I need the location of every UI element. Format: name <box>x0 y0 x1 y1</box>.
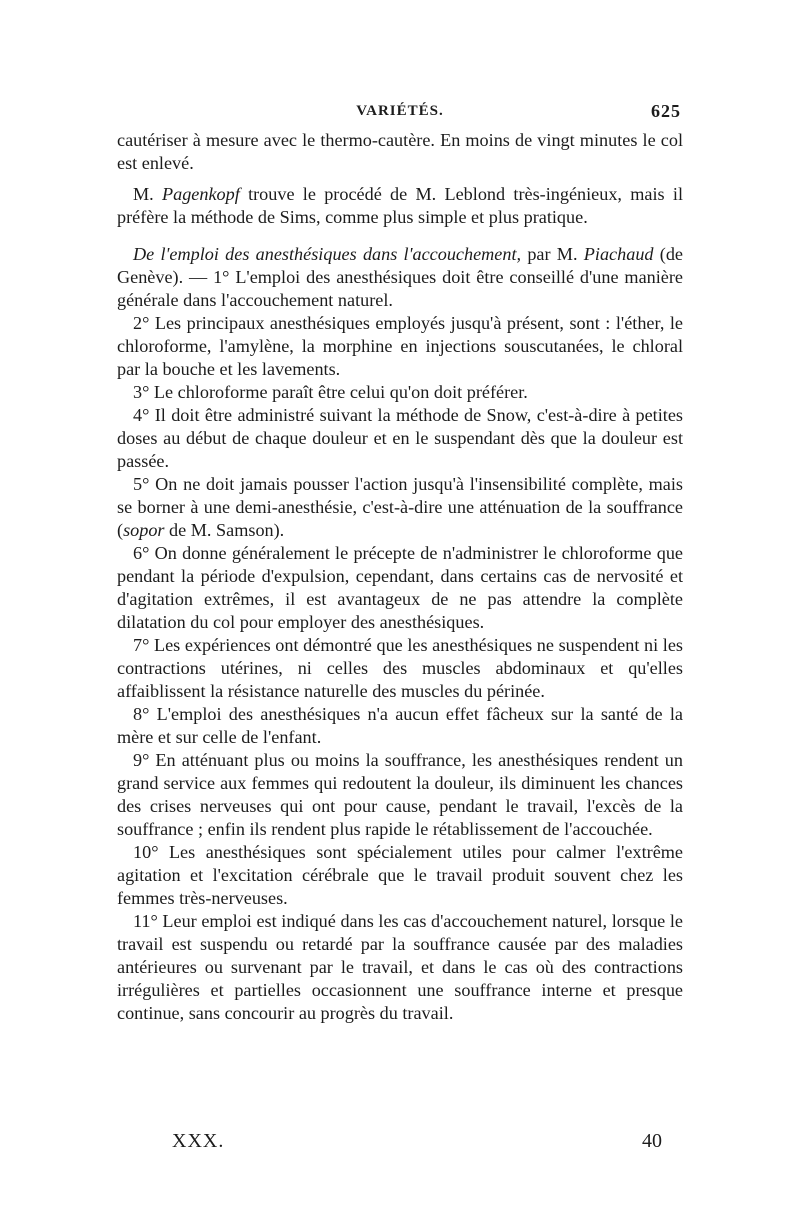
text-segment: 4° Il doit être administré suivant la méthode de Snow, c'est-à-dire à petites doses au début de chaque douleur et en le suspendant dès que la douleur est passée. <box>117 405 683 471</box>
paragraph-article-heading <box>117 243 683 312</box>
paragraph-item-4 <box>117 404 683 473</box>
text-segment: 7° Les expériences ont démontré que les anesthésiques ne suspendent ni les contractions utérines, ni celles des muscles abdominaux et qu'elles affaiblissent la résistance naturelle des muscles du périnée. <box>117 635 683 701</box>
text-segment: 2° Les principaux anesthésiques employés jusqu'à présent, sont : l'éther, le chloroforme, l'amylène, la morphine en injections souscutanées, le chloral par la bouche et les lavements. <box>117 313 683 379</box>
paragraph-item-10 <box>117 841 683 910</box>
signature-mark: XXX. <box>172 1130 225 1152</box>
text-segment: de M. Samson). <box>164 520 285 540</box>
running-title: VARIÉTÉS. <box>356 103 444 119</box>
paragraph-item-5 <box>117 473 683 542</box>
text-segment: 3° Le chloroforme paraît être celui qu'on doit préférer. <box>133 382 528 402</box>
running-head <box>117 99 683 129</box>
text-segment: par M. <box>521 244 584 264</box>
paragraph-item-11 <box>117 910 683 1025</box>
italic-text-segment: sopor <box>123 520 165 540</box>
paragraph-item-2 <box>117 312 683 381</box>
paragraph-item-3 <box>117 381 683 404</box>
text-segment: 11° Leur emploi est indiqué dans les cas d'accouchement naturel, lorsque le travail est suspendu ou retardé par la souffrance causée par des maladies antérieures ou survenant par le travail, et dans le cas où des contractions irrégulières et partielles occasionnent une souffrance interne et presque continue, sans concourir au progrès du travail. <box>117 911 683 1023</box>
text-segment: 10° Les anesthésiques sont spécialement utiles pour calmer l'extrême agitation et l'excitation cérébrale que le travail produit souvent chez les femmes très-nerveuses. <box>117 842 683 908</box>
text-segment: 9° En atténuant plus ou moins la souffrance, les anesthésiques rendent un grand service aux femmes qui redoutent la douleur, ils diminuent les chances des crises nerveuses qui ont pour cause, pendant le travail, l'excès de la souffrance ; enfin ils rendent plus rapide le rétablissement de l'accouchée. <box>117 750 683 839</box>
paragraph-pagenkopf <box>117 183 683 229</box>
italic-text-segment: Piachaud <box>583 244 654 264</box>
paragraph-item-7 <box>117 634 683 703</box>
italic-text-segment: Pagenkopf <box>162 184 240 204</box>
italic-text-segment: De l'emploi des anesthésiques dans l'accouchement, <box>133 244 522 264</box>
paragraph-continuation <box>117 129 683 175</box>
document-page <box>117 99 683 1025</box>
text-segment: 5° On ne doit jamais pousser l'action jusqu'à l'insensibilité complète, mais se borner à une demi-anesthésie, c'est-à-dire une atténuation de la souffrance ( <box>117 474 683 540</box>
text-segment: (de Genève). — 1° L'emploi des anesthésiques doit être conseillé d'une manière générale dans l'accouchement naturel. <box>117 244 683 310</box>
page-number: 625 <box>651 101 681 121</box>
paragraph-item-6 <box>117 542 683 634</box>
sheet-number: 40 <box>642 1130 662 1152</box>
page-footer <box>172 1130 662 1158</box>
text-segment: 6° On donne généralement le précepte de n'administrer le chloroforme que pendant la période d'expulsion, cependant, dans certains cas de nervosité et d'agitation extrêmes, il est avantageux de ne pas attendre la complète dilatation du col pour employer des anesthésiques. <box>117 543 683 632</box>
text-segment: cautériser à mesure avec le thermo-cautère. En moins de vingt minutes le col est enlevé. <box>117 130 683 173</box>
body-text <box>117 129 683 1025</box>
paragraph-item-9 <box>117 749 683 841</box>
text-segment: 8° L'emploi des anesthésiques n'a aucun effet fâcheux sur la santé de la mère et sur celle de l'enfant. <box>117 704 683 747</box>
text-segment: M. <box>133 184 162 204</box>
paragraph-item-8 <box>117 703 683 749</box>
text-segment: trouve le procédé de M. Leblond très-ingénieux, mais il préfère la méthode de Sims, comme plus simple et plus pratique. <box>117 184 683 227</box>
